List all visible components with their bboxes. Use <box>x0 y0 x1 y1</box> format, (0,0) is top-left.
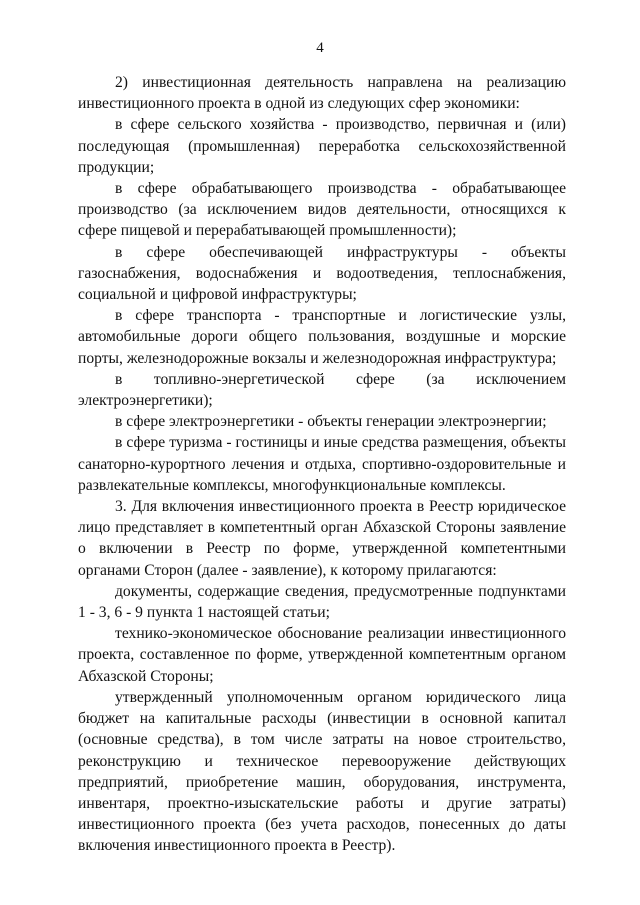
paragraph-infrastructure: в сфере обеспечивающей инфраструктуры - объекты газоснабжения, водоснабжения и водоотведения, теплоснабжения, социальной и цифровой инфраструктуры; <box>78 243 566 304</box>
paragraph-registry-application: 3. Для включения инвестиционного проекта в Реестр юридическое лицо представляет в компетентный орган Абхазской Стороны заявление о включении в Реестр по форме, утвержденной компетентными органами Сторон (далее - заявление), к которому прилагаются: <box>78 498 566 579</box>
paragraph-electric-power: в сфере электроэнергетики - объекты генерации электроэнергии; <box>115 413 547 431</box>
paragraph-capital-budget: утвержденный уполномоченным органом юридического лица бюджет на капитальные расходы (инвестиции в основной капитал (основные средства), в том числе затраты на новое строительство, реконструкцию и техническое перевооружение действующих предприятий, приобретение машин, оборудования, инструмента, инвентаря, проектно-изыскательские работы и другие затраты) инвестиционного проекта (без учета расходов, понесенных до даты включения инвестиционного проекта в Реестр). <box>78 688 566 855</box>
paragraph-agriculture: в сфере сельского хозяйства - производство, первичная и (или) последующая (промышленная) переработка сельскохозяйственной продукции; <box>78 116 566 176</box>
paragraph-fuel-energy: в топливно-энергетической сфере (за исключением электроэнергетики); <box>78 370 566 410</box>
paragraph-manufacturing: в сфере обрабатывающего производства - обрабатывающее производство (за исключением видов деятельности, относящихся к сфере пищевой и перерабатывающей промышленности); <box>78 180 566 240</box>
paragraph-transport: в сфере транспорта - транспортные и логистические узлы, автомобильные дороги общего пользования, воздушные и морские порты, железнодорожные вокзалы и железнодорожная инфраструктура; <box>78 307 566 367</box>
paragraph-documents: документы, содержащие сведения, предусмотренные подпунктами 1 - 3, 6 - 9 пункта 1 настоящей статьи; <box>78 582 566 622</box>
paragraph-investment-activity: 2) инвестиционная деятельность направлена на реализацию инвестиционного проекта в одной из следующих сфер экономики: <box>78 74 566 113</box>
document-body <box>78 72 566 857</box>
page-number: 4 <box>316 40 324 56</box>
paragraph-tourism: в сфере туризма - гостиницы и иные средства размещения, объекты санаторно-курортного лечения и отдыха, спортивно-оздоровительные и развлекательные комплексы, многофункциональные комплексы. <box>78 434 566 494</box>
paragraph-feasibility-study: технико-экономическое обоснование реализации инвестиционного проекта, составленное по форме, утвержденной компетентным органом Абхазской Стороны; <box>78 625 566 685</box>
